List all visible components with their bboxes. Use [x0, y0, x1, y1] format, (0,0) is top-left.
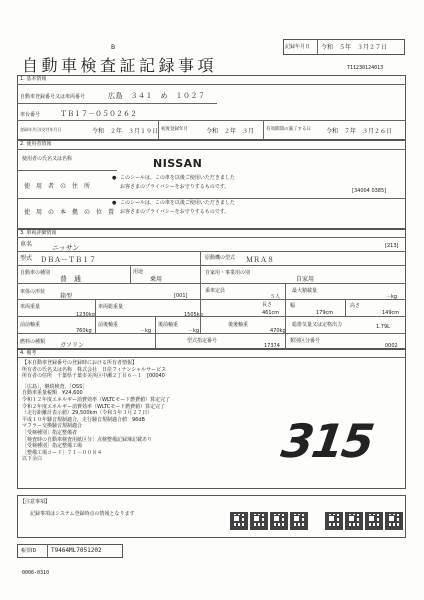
expiry-value: 令和 ７年 ３月２６日 — [326, 128, 393, 135]
qr-code-2 — [250, 512, 268, 530]
remarks-line: 【本自動車登録番号の登録時における所有者情報】 — [22, 360, 138, 366]
circle-icon: ● — [112, 200, 117, 206]
expiry-label: 有効期間の満了する日 — [266, 127, 311, 132]
privacy-seal-note-2b: お客さまのプライバシーをお守りするものです。 — [120, 209, 230, 215]
record-date-value: 令和 ５年 ３月２７日 — [321, 44, 388, 51]
small-mark: B — [111, 44, 116, 51]
base-location-label: 使 用 の 本 拠 の 位 置 — [24, 209, 115, 216]
capacity-label: 乗車定員 — [205, 288, 226, 294]
engine-label: 原動機の型式 — [205, 255, 236, 261]
height-label: 高さ — [350, 303, 361, 309]
type-designation-label: 型式指定番号 — [187, 338, 218, 344]
first-registration-value: 令和 ２年 ３月１９日 — [92, 128, 159, 135]
qr-code-8 — [385, 512, 403, 530]
width-label: 幅 — [290, 303, 296, 309]
body-shape-value: 箱型 — [60, 293, 73, 300]
business-use-value: 自家用 — [296, 276, 315, 283]
user-name-label: 使用者の氏名又は名称 — [22, 156, 73, 162]
basic-info-title: 1. 基本情報 — [20, 76, 47, 82]
displacement-label: 総排気量又は定格出力 — [292, 322, 343, 328]
circle-icon: ● — [112, 175, 117, 181]
qr-code-1 — [230, 512, 248, 530]
make-value: ニッサン — [52, 244, 80, 252]
chassis-number-label: 車台番号 — [20, 112, 41, 118]
chassis-number-value: ＴＢ１７－０５０２６２ — [60, 110, 137, 118]
make-label: 車名 — [20, 241, 33, 248]
vehicle-weight-value: 1230kg — [76, 312, 95, 318]
front-axle-weight-label: 前前軸重 — [20, 322, 41, 328]
business-use-label: 自家用・事業用の別 — [205, 270, 251, 276]
use-label: 用途 — [133, 269, 144, 275]
height-value: 149cm — [382, 310, 400, 316]
remarks-line: 令和１２年度エネルギー消費効率（WLTCモード燃費値）算定完了 — [22, 396, 171, 403]
qr-code-3 — [270, 512, 288, 530]
nissan-logo: NISSAN — [153, 157, 203, 170]
make-code: [213] — [385, 243, 399, 249]
displacement-value: 1.79L — [376, 324, 390, 330]
rear-axle-weight-value: 470kg — [270, 328, 286, 334]
length-value: 461cm — [262, 310, 280, 316]
max-load-label: 最大積載量 — [292, 288, 318, 294]
vehicle-kind-value: 普 通 — [60, 275, 81, 283]
model-label: 型式 — [20, 255, 33, 262]
remarks-line: （走行距離計表示値）29,500km（令和５年３月２７日） — [22, 410, 153, 417]
remarks-line: 平成１０年騒音規制適合，走行騒音規制適合値 96dB — [22, 416, 145, 423]
qr-code-7 — [365, 512, 383, 530]
record-date-label: 記録年月日 — [285, 44, 311, 50]
fuel-type-value: ガソリン — [60, 342, 85, 349]
front-rear-axle-label: 前後軸重 — [98, 322, 119, 328]
handwritten-number: 315 — [278, 414, 376, 468]
fuel-type-label: 燃料の種類 — [20, 339, 46, 345]
length-label: 長さ — [262, 302, 273, 308]
remarks-line: ［検査時の自動車検査用紙区分］点検整備記録簿記載あり — [22, 436, 153, 443]
remarks-line: ［整備工場コード］７１－００８４ — [22, 449, 103, 456]
gross-weight-value: 1505kg — [184, 312, 203, 318]
remarks-line: マフラー交換騒音規制適合 — [22, 423, 83, 430]
remarks-line: 令和２年度エネルギー消費効率（WLTCモード燃費値）算定完了 — [22, 403, 166, 410]
user-address-label: 使 用 者 の 住 所 — [24, 183, 91, 190]
user-info-title: 2. 使用者情報 — [20, 141, 52, 147]
remarks-line: 以下余白 — [22, 456, 43, 463]
remarks-line: 所有者の氏名又は名称 株式会社 日産フィナンシャルサービス — [22, 366, 167, 373]
document-number: T11230124013 — [347, 65, 384, 71]
class-number-value: 0002 — [385, 343, 398, 349]
privacy-seal-note-2a: このシールは、この車を以後ご使用いただきました — [120, 200, 235, 206]
privacy-seal-note-1a: このシールは、この車を以後ご使用いただきました — [120, 175, 235, 181]
use-value: 乗用 — [150, 276, 163, 283]
remarks-line: ［受検種別］指定整備工場 — [22, 443, 83, 450]
front-rear-axle-value: －kg — [140, 328, 152, 334]
rear-front-axle-label: 後前軸重 — [158, 322, 179, 328]
capacity-value: ５人 — [270, 294, 281, 300]
width-value: 179cm — [316, 310, 334, 316]
vehicle-detail-title: 3. 車両詳細情報 — [20, 230, 57, 236]
remarks-line: 所有者の住所 千葉県千葉市美浜区中瀬２丁目６－１ [00040 — [22, 373, 165, 380]
user-code: [34004 0385] — [352, 188, 387, 194]
body-shape-code: [001] — [174, 293, 188, 299]
remarks-list — [22, 360, 242, 463]
registration-number-label: 自動車登録番号又は車両番号 — [20, 94, 86, 100]
max-load-value: －kg — [386, 294, 398, 300]
form-id-value: T9464ML7051202 — [51, 547, 102, 554]
remarks-line: 自動車重量税額 ¥24,600 — [22, 390, 83, 397]
qr-code-5 — [325, 512, 343, 530]
page-code: 0006-0310 — [22, 570, 50, 576]
body-shape-label: 車体の形状 — [20, 289, 46, 295]
type-designation-value: 17374 — [264, 343, 280, 349]
form-id-label: 帳票ID — [21, 548, 37, 554]
model-value: ＤＢＡ－ＴＢ１７ — [40, 256, 96, 264]
privacy-seal-note-1b: お客さまのプライバシーをお守りするものです。 — [120, 184, 230, 190]
first-registration-month-label: 初度登録年月 — [161, 127, 188, 132]
vehicle-weight-label: 車両重量 — [20, 304, 41, 310]
notice-text: 記録事項はシステム登録時点の情報となります — [30, 511, 135, 517]
front-axle-weight-value: 760kg — [76, 328, 92, 334]
engine-value: ＭＲＡ８ — [246, 256, 274, 264]
document-title: 自動車検査証記録事項 — [22, 56, 218, 75]
vehicle-kind-label: 自動車の種別 — [20, 270, 51, 276]
rear-axle-weight-label: 後後軸重 — [228, 322, 249, 328]
rear-front-axle-value: －kg — [188, 328, 200, 334]
qr-code-6 — [345, 512, 363, 530]
gross-weight-label: 車両総重量 — [98, 304, 124, 310]
registration-number-value: 広島 ３４１ め １０２７ — [108, 92, 206, 100]
qr-code-4 — [290, 512, 308, 530]
remarks-line: ［広島］，継続検査，［OSS］ — [22, 383, 88, 390]
first-registration-month-value: 令和 ２年 ３月 — [206, 128, 255, 135]
class-number-label: 類別区分番号 — [290, 338, 321, 344]
remarks-title: 4. 備考 — [20, 350, 37, 356]
remarks-line: ［受検種別］指定整備者 — [22, 429, 78, 436]
first-registration-label: 登録年月日/交付年月日 — [20, 127, 62, 132]
notice-title: 【注意事項】 — [20, 499, 51, 505]
